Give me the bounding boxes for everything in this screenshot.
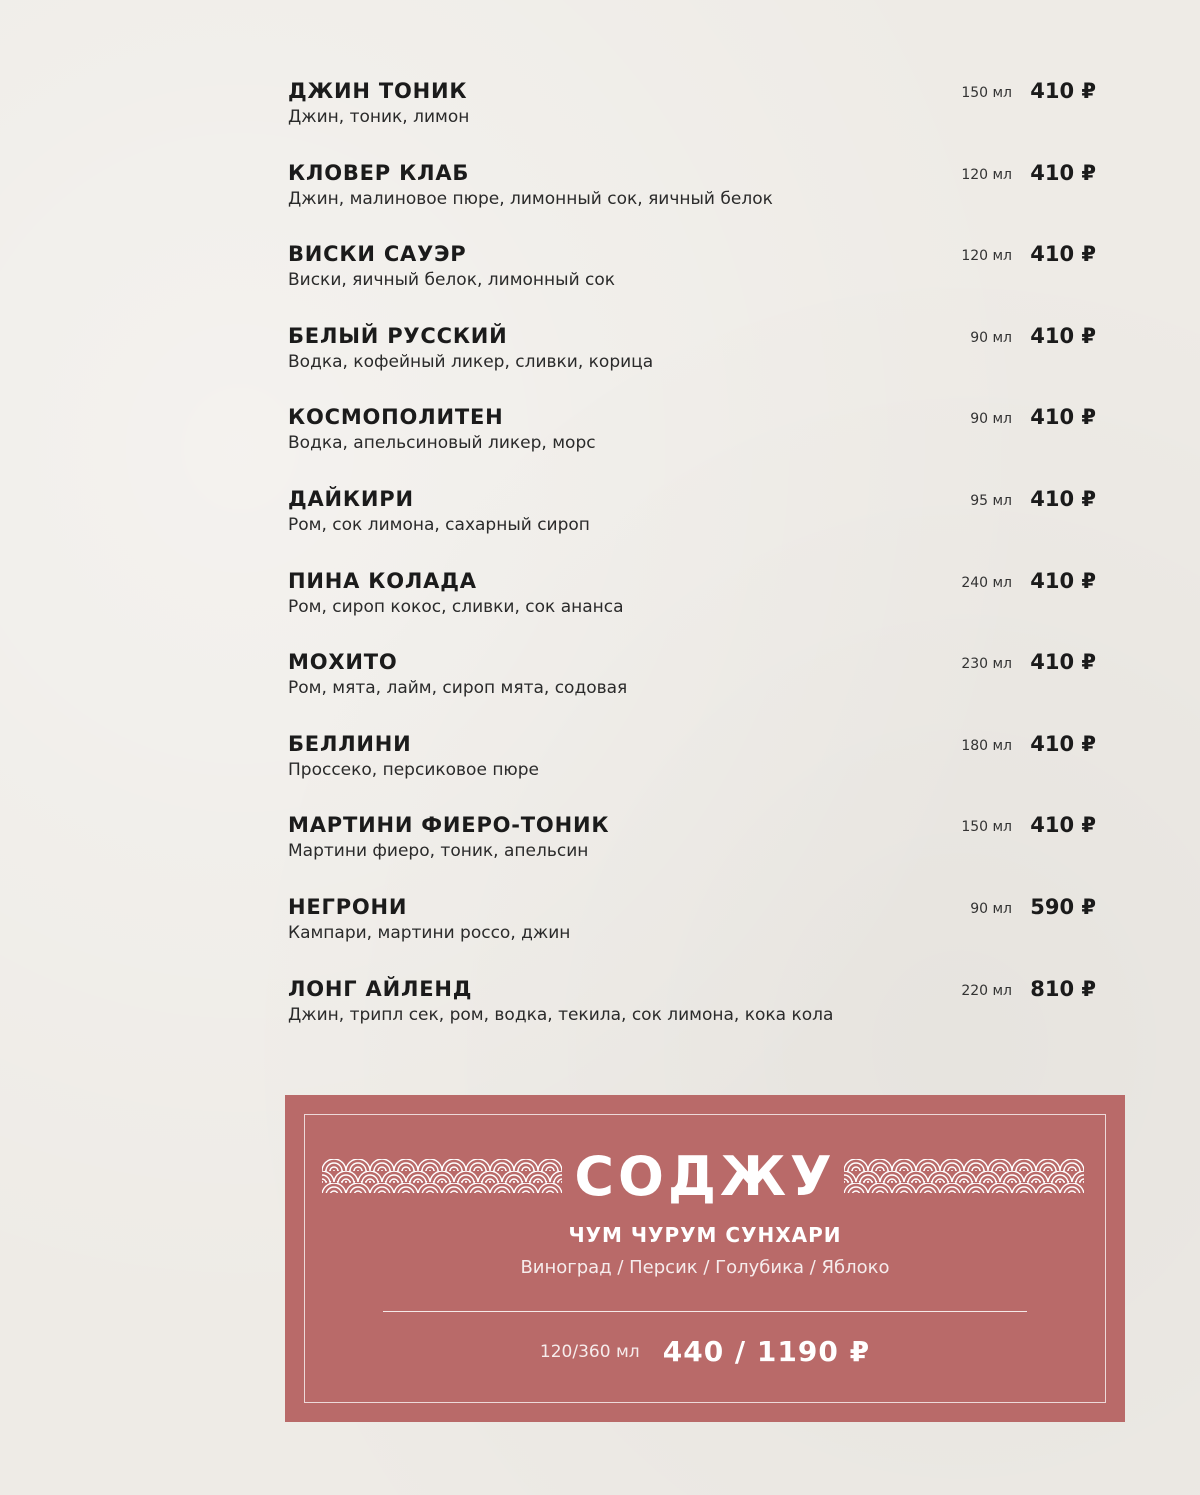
item-name: НЕГРОНИ: [288, 894, 408, 919]
item-description: Водка, кофейный ликер, сливки, корица: [288, 351, 654, 372]
item-description: Ром, мята, лайм, сироп мята, содовая: [288, 678, 628, 699]
item-volume: 95 мл: [970, 492, 1012, 509]
item-volume: 90 мл: [970, 329, 1012, 346]
menu-item: [288, 974, 1100, 1056]
item-volume: 90 мл: [970, 900, 1012, 917]
item-description: Виски, яичный белок, лимонный сок: [288, 270, 616, 291]
menu-item: [288, 76, 1100, 158]
soju-panel: [285, 1095, 1125, 1422]
menu-item: [288, 321, 1100, 403]
item-price: 410 ₽: [1030, 160, 1096, 185]
menu-item: [288, 566, 1100, 648]
item-name: МАРТИНИ ФИЕРО-ТОНИК: [288, 813, 610, 838]
item-name: ДЖИН ТОНИК: [288, 79, 468, 103]
soju-price: 440 / 1190 ₽: [662, 1335, 871, 1368]
item-description: Ром, сок лимона, сахарный сироп: [288, 514, 590, 535]
item-name: БЕЛЛИНИ: [288, 731, 412, 756]
item-description: Мартини фиеро, тоник, апельсин: [288, 841, 589, 862]
item-volume: 220 мл: [961, 982, 1012, 999]
item-description: Ром, сироп кокос, сливки, сок ананса: [288, 596, 624, 617]
item-name: БЕЛЫЙ РУССКИЙ: [288, 323, 508, 348]
item-name: ПИНА КОЛАДА: [288, 568, 477, 593]
item-price: 410 ₽: [1030, 568, 1096, 593]
item-description: Кампари, мартини россо, джин: [288, 922, 571, 943]
item-price: 410 ₽: [1030, 813, 1096, 838]
wave-ornament-icon: [844, 1159, 1084, 1193]
item-description: Проссеко, персиковое пюре: [288, 759, 539, 780]
menu-item: [288, 729, 1100, 811]
item-volume: 120 мл: [961, 166, 1012, 183]
item-price: 410 ₽: [1030, 650, 1096, 675]
item-price: 410 ₽: [1030, 79, 1096, 103]
item-name: ВИСКИ САУЭР: [288, 242, 467, 267]
item-name: ДАЙКИРИ: [288, 486, 414, 511]
item-volume: 180 мл: [961, 737, 1012, 754]
item-price: 590 ₽: [1030, 894, 1096, 919]
item-description: Джин, трипл сек, ром, водка, текила, сок лимона, кока кола: [288, 1004, 834, 1025]
menu-item: [288, 402, 1100, 484]
item-price: 410 ₽: [1030, 486, 1096, 511]
menu-item: [288, 158, 1100, 240]
menu-item: [288, 484, 1100, 566]
item-name: КОСМОПОЛИТЕН: [288, 405, 504, 430]
item-name: КЛОВЕР КЛАБ: [288, 160, 470, 185]
menu-item: [288, 892, 1100, 974]
soju-volume: 120/360 мл: [539, 1341, 640, 1362]
item-price: 810 ₽: [1030, 976, 1096, 1001]
item-price: 410 ₽: [1030, 405, 1096, 430]
item-description: Джин, тоник, лимон: [288, 107, 470, 127]
soju-price-row: [285, 1335, 1125, 1368]
cocktail-menu: [288, 76, 1100, 1055]
item-volume: 120 мл: [961, 248, 1012, 265]
item-volume: 230 мл: [961, 656, 1012, 673]
item-volume: 150 мл: [961, 819, 1012, 836]
item-volume: 150 мл: [961, 85, 1012, 101]
item-volume: 90 мл: [970, 411, 1012, 428]
item-price: 410 ₽: [1030, 242, 1096, 267]
menu-item: [288, 647, 1100, 729]
menu-item: [288, 810, 1100, 892]
menu-item: [288, 239, 1100, 321]
item-price: 410 ₽: [1030, 323, 1096, 348]
item-volume: 240 мл: [961, 574, 1012, 591]
item-name: МОХИТО: [288, 650, 398, 675]
item-description: Водка, апельсиновый ликер, морс: [288, 433, 596, 454]
item-name: ЛОНГ АЙЛЕНД: [288, 976, 473, 1001]
item-price: 410 ₽: [1030, 731, 1096, 756]
divider: [383, 1311, 1027, 1312]
soju-brand: ЧУМ ЧУРУМ СУНХАРИ: [568, 1223, 842, 1247]
soju-title: СОДЖУ: [574, 1145, 836, 1208]
item-description: Джин, малиновое пюре, лимонный сок, яичный белок: [288, 188, 773, 209]
soju-flavors: Виноград / Персик / Голубика / Яблоко: [520, 1257, 890, 1278]
